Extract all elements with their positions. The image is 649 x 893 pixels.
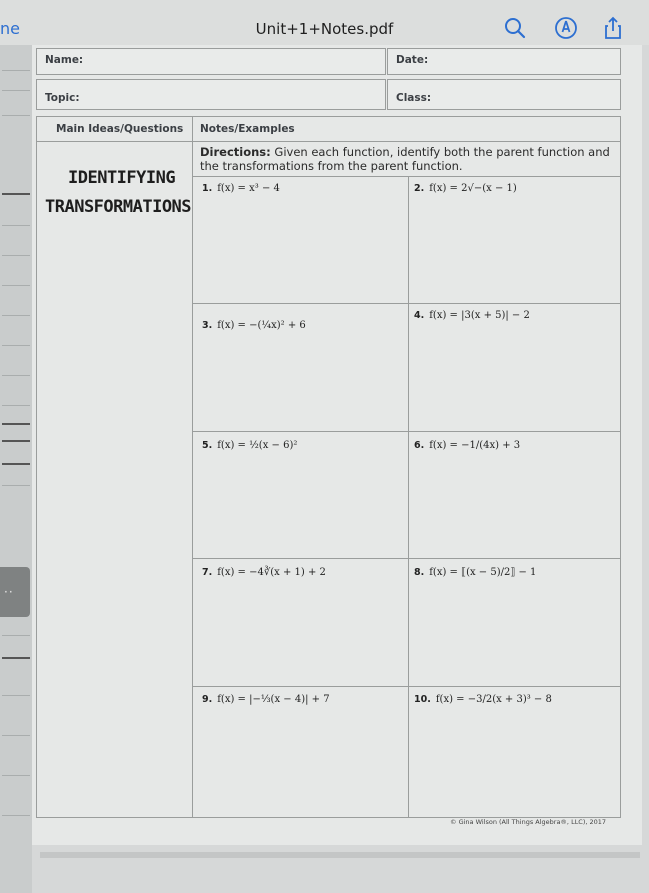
grid-divider <box>408 176 409 818</box>
problem-10: 10. f(x) = −3/2(x + 3)³ − 8 <box>414 694 552 705</box>
sidebar-handle[interactable]: ·· <box>0 567 30 617</box>
topic-title-line2: TRANSFORMATIONS <box>45 197 192 217</box>
problem-4: 4. f(x) = |3(x + 5)| − 2 <box>414 310 530 321</box>
thumbnail-line <box>2 657 30 659</box>
problem-1: 1. f(x) = x³ − 4 <box>202 183 280 194</box>
thumbnail-line <box>2 285 30 286</box>
thumbnail-line <box>2 90 30 91</box>
name-field <box>36 48 386 75</box>
app-toolbar <box>0 0 649 45</box>
thumbnail-line <box>2 225 30 226</box>
topic-label: Topic: <box>45 92 80 104</box>
problem-8: 8. f(x) = ⟦(x − 5)/2⟧ − 1 <box>414 567 537 578</box>
thumbnail-line <box>2 735 30 736</box>
thumbnail-line <box>2 193 30 195</box>
problem-7: 7. f(x) = −4∛(x + 1) + 2 <box>202 567 326 578</box>
column-divider <box>192 116 193 818</box>
problem-9: 9. f(x) = |−⅓(x − 4)| + 7 <box>202 694 330 705</box>
class-label: Class: <box>396 92 432 104</box>
thumbnail-line <box>2 815 30 816</box>
markup-icon[interactable] <box>554 16 578 40</box>
directions-text <box>200 145 620 173</box>
problem-5: 5. f(x) = ½(x − 6)² <box>202 440 298 451</box>
directions-label: Directions: <box>200 145 271 159</box>
notes-table <box>36 116 621 818</box>
back-button[interactable]: ne <box>0 19 20 38</box>
thumbnail-line <box>2 463 30 465</box>
grid-divider <box>192 176 621 177</box>
thumbnail-line <box>2 775 30 776</box>
thumbnail-line <box>2 423 30 425</box>
thumbnail-line <box>2 440 30 442</box>
grid-divider <box>192 686 621 687</box>
topic-field <box>36 79 386 110</box>
search-icon[interactable] <box>503 16 527 40</box>
directions-body: Given each function, identify both the parent function and the transformations from the parent function. <box>200 145 610 173</box>
share-icon[interactable] <box>601 16 625 40</box>
notes-examples-header: Notes/Examples <box>200 123 295 135</box>
thumbnail-line <box>2 485 30 486</box>
thumbnail-line <box>2 375 30 376</box>
thumbnail-line <box>2 315 30 316</box>
page-bottom-edge <box>40 852 640 858</box>
problem-6: 6. f(x) = −1/(4x) + 3 <box>414 440 521 451</box>
class-field <box>387 79 621 110</box>
thumbnail-line <box>2 345 30 346</box>
grid-divider <box>192 431 621 432</box>
grid-divider <box>192 558 621 559</box>
thumbnail-line <box>2 695 30 696</box>
pdf-page <box>32 45 642 845</box>
thumbnail-line <box>2 405 30 406</box>
thumbnail-line <box>2 115 30 116</box>
name-label: Name: <box>45 54 84 66</box>
problem-3: 3. f(x) = −(¼x)² + 6 <box>202 320 306 331</box>
thumbnail-line <box>2 255 30 256</box>
date-field <box>387 48 621 75</box>
topic-title-line1: IDENTIFYING <box>68 168 176 188</box>
page-thumbnail-strip[interactable] <box>0 45 32 893</box>
thumbnail-line <box>2 635 30 636</box>
header-divider <box>36 141 621 142</box>
document-title: Unit+1+Notes.pdf <box>255 20 394 38</box>
date-label: Date: <box>396 54 429 66</box>
problem-2: 2. f(x) = 2√−(x − 1) <box>414 183 517 194</box>
grid-divider <box>192 303 621 304</box>
main-ideas-header: Main Ideas/Questions <box>56 123 184 135</box>
copyright-notice: © Gina Wilson (All Things Algebra®, LLC), 2017 <box>450 818 607 826</box>
thumbnail-line <box>2 70 30 71</box>
